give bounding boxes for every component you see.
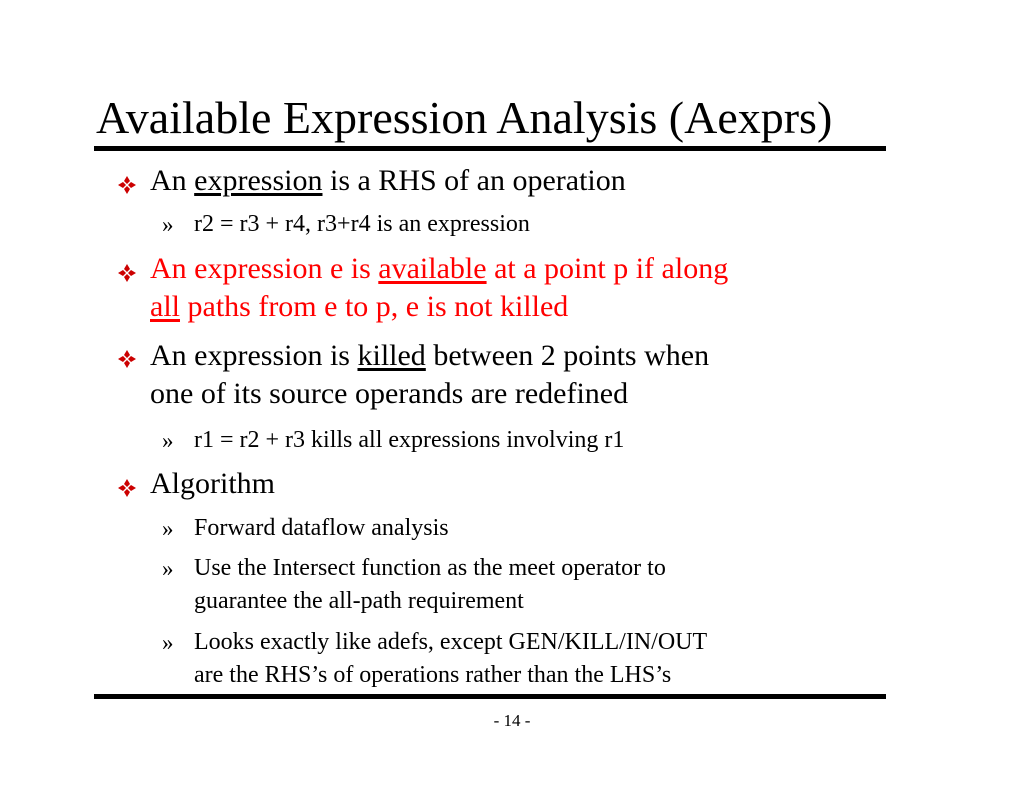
bullet-1-pre: An: [150, 164, 195, 197]
bullet-2-mid: at a point p if along: [486, 252, 729, 285]
bullet-4-sub-3-line-1: Looks exactly like adefs, except GEN/KILL/IN/OUT: [194, 629, 708, 655]
sub-marker: »: [162, 428, 174, 453]
term-available: available: [378, 252, 487, 285]
diamond-bullet-icon: [117, 263, 137, 283]
diamond-bullet-icon: [117, 478, 137, 498]
sub-marker: »: [162, 556, 174, 581]
diamond-bullet-icon: [117, 175, 137, 195]
bullet-1-post: is a RHS of an operation: [322, 164, 626, 197]
slide-title: Available Expression Analysis (Aexprs): [96, 92, 833, 143]
bullet-3-post: between 2 points when: [425, 339, 710, 372]
bullet-3-pre: An expression is: [150, 339, 358, 372]
bullet-3-text: [150, 337, 870, 413]
bullet-3-line-2: one of its source operands are redefined: [150, 377, 629, 410]
footer-divider: [94, 694, 886, 699]
term-expression: expression: [194, 164, 323, 197]
term-killed: killed: [357, 339, 426, 372]
sub-marker: »: [162, 212, 174, 237]
bullet-4-sub-2-line-2: guarantee the all-path requirement: [194, 588, 524, 614]
bullet-4-text: Algorithm: [150, 467, 275, 500]
page-number: - 14 -: [493, 711, 531, 730]
bullet-2-pre: An expression e is: [150, 252, 379, 285]
bullet-1-text: [150, 162, 870, 200]
title-divider: [94, 146, 886, 151]
bullet-2-text: [150, 250, 870, 326]
sub-marker: »: [162, 516, 174, 541]
diamond-bullet-icon: [117, 349, 137, 369]
bullet-4-sub-2: [194, 552, 874, 618]
bullet-4-sub-3: [194, 626, 874, 692]
bullet-4-sub-2-line-1: Use the Intersect function as the meet operator to: [194, 555, 666, 581]
bullet-3-sub-1: r1 = r2 + r3 kills all expressions involving r1: [194, 427, 625, 453]
term-all: all: [150, 290, 180, 323]
bullet-2-post: paths from e to p, e is not killed: [180, 290, 569, 323]
bullet-4-sub-1: Forward dataflow analysis: [194, 515, 449, 541]
bullet-4-sub-3-line-2: are the RHS’s of operations rather than the LHS’s: [194, 662, 672, 688]
bullet-1-sub-1: r2 = r3 + r4, r3+r4 is an expression: [194, 211, 530, 237]
sub-marker: »: [162, 630, 174, 655]
